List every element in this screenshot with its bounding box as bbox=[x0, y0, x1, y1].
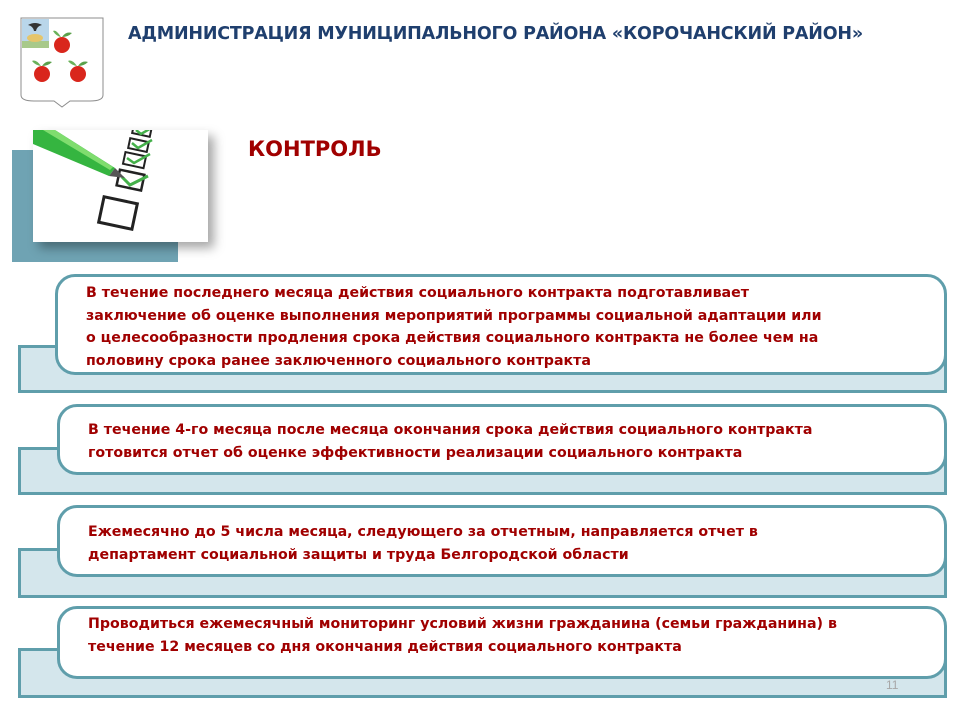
step-2-box bbox=[57, 404, 947, 475]
step-2-line-1: В течение 4-го месяца после месяца окончания срока действия социального контракта bbox=[88, 422, 813, 438]
page-number: 11 bbox=[886, 678, 899, 692]
step-1-line-4: половину срока ранее заключенного социального контракта bbox=[86, 352, 591, 369]
step-3-line-2: департамент социальной защиты и труда Белгородской области bbox=[88, 546, 629, 563]
step-2-line-2: готовится отчет об оценке эффективности реализации социального контракта bbox=[88, 444, 743, 461]
checklist-illustration bbox=[33, 130, 208, 242]
step-1-line-3: о целесообразности продления срока действия социального контракта не более чем на bbox=[86, 330, 819, 346]
step-3-line-1: Ежемесячно до 5 числа месяца, следующего за отчетным, направляется отчет в bbox=[88, 524, 758, 540]
step-1-line-2: заключение об оценке выполнения мероприятий программы социальной адаптации или bbox=[86, 307, 822, 324]
header-title: АДМИНИСТРАЦИЯ МУНИЦИПАЛЬНОГО РАЙОНА «КОРОЧАНСКИЙ РАЙОН» bbox=[128, 24, 863, 44]
checklist-pen-icon bbox=[33, 130, 208, 242]
step-4-line-1: Проводиться ежемесячный мониторинг условий жизни гражданина (семьи гражданина) в bbox=[88, 616, 837, 632]
step-4-box bbox=[57, 606, 947, 679]
coat-of-arms-apples-icon bbox=[20, 17, 104, 109]
step-1-box bbox=[55, 274, 947, 375]
section-title: КОНТРОЛЬ bbox=[248, 137, 382, 161]
step-4-line-2: течение 12 месяцев со дня окончания действия социального контракта bbox=[88, 638, 682, 655]
coat-of-arms-emblem bbox=[20, 17, 104, 109]
step-3-box bbox=[57, 505, 947, 577]
step-1-line-1: В течение последнего месяца действия социального контракта подготавливает bbox=[86, 285, 749, 301]
